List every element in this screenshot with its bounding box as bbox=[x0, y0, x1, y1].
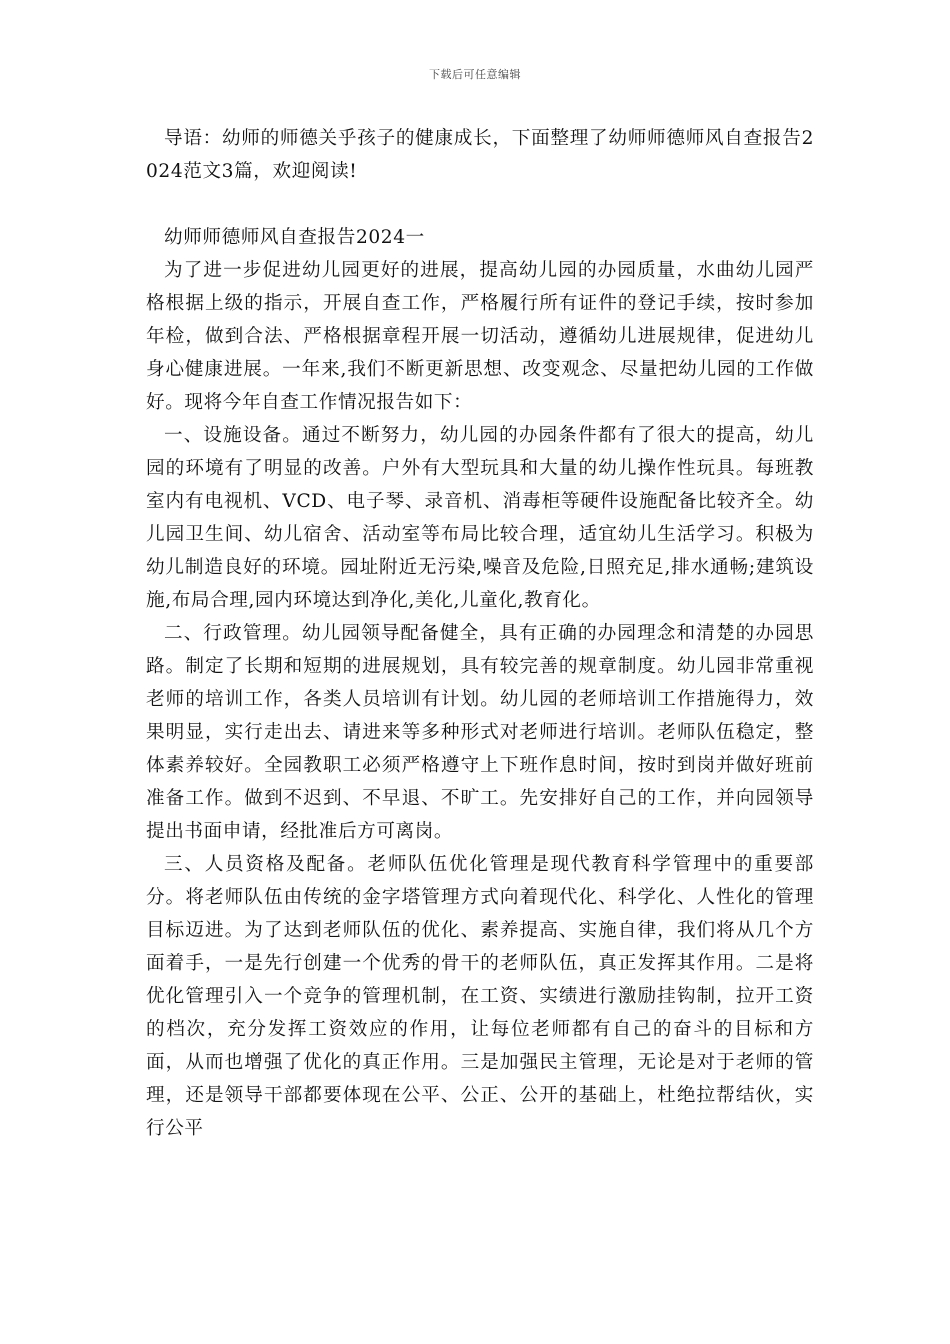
document-body bbox=[146, 122, 814, 1145]
body-paragraph-2: 一、设施设备。通过不断努力，幼儿园的办园条件都有了很大的提高，幼儿园的环境有了明显的改善。户外有大型玩具和大量的幼儿操作性玩具。每班教室内有电视机、VCD、电子琴、录音机、消毒柜等硬件设施配备比较齐全。幼儿园卫生间、幼儿宿舍、活动室等布局比较合理，适宜幼儿生活学习。积极为幼儿制造良好的环境。园址附近无污染,噪音及危险,日照充足,排水通畅;建筑设施,布局合理,园内环境达到净化,美化,儿童化,教育化。 bbox=[146, 425, 814, 611]
section-title: 幼师师德师风自查报告2024一 bbox=[164, 227, 425, 248]
page-header-note: 下载后可任意编辑 bbox=[429, 68, 521, 81]
body-paragraph-1: 为了进一步促进幼儿园更好的进展，提高幼儿园的办园质量，水曲幼儿园严格根据上级的指示，开展自查工作，严格履行所有证件的登记手续，按时参加年检，做到合法、严格根据章程开展一切活动，遵循幼儿进展规律，促进幼儿身心健康进展。一年来,我们不断更新思想、改变观念、尽量把幼儿园的工作做好。现将今年自查工作情况报告如下： bbox=[146, 260, 814, 413]
intro-paragraph: 导语：幼师的师德关乎孩子的健康成长，下面整理了幼师师德师风自查报告2024范文3篇，欢迎阅读! bbox=[146, 128, 814, 182]
body-paragraph-4: 三、人员资格及配备。老师队伍优化管理是现代教育科学管理中的重要部分。将老师队伍由传统的金字塔管理方式向着现代化、科学化、人性化的管理目标迈进。为了达到老师队伍的优化、素养提高、实施自律，我们将从几个方面着手，一是先行创建一个优秀的骨干的老师队伍，真正发挥其作用。二是将优化管理引入一个竞争的管理机制，在工资、实绩进行激励挂钩制，拉开工资的档次，充分发挥工资效应的作用，让每位老师都有自己的奋斗的目标和方面，从而也增强了优化的真正作用。三是加强民主管理，无论是对于老师的管理，还是领导干部都要体现在公平、公正、公开的基础上，杜绝拉帮结伙，实行公平 bbox=[146, 854, 814, 1139]
body-paragraph-3: 二、行政管理。幼儿园领导配备健全，具有正确的办园理念和清楚的办园思路。制定了长期和短期的进展规划，具有较完善的规章制度。幼儿园非常重视老师的培训工作，各类人员培训有计划。幼儿园的老师培训工作措施得力，效果明显，实行走出去、请进来等多种形式对老师进行培训。老师队伍稳定，整体素养较好。全园教职工必须严格遵守上下班作息时间，按时到岗并做好班前准备工作。做到不迟到、不早退、不旷工。先安排好自己的工作，并向园领导提出书面申请，经批准后方可离岗。 bbox=[146, 623, 814, 842]
